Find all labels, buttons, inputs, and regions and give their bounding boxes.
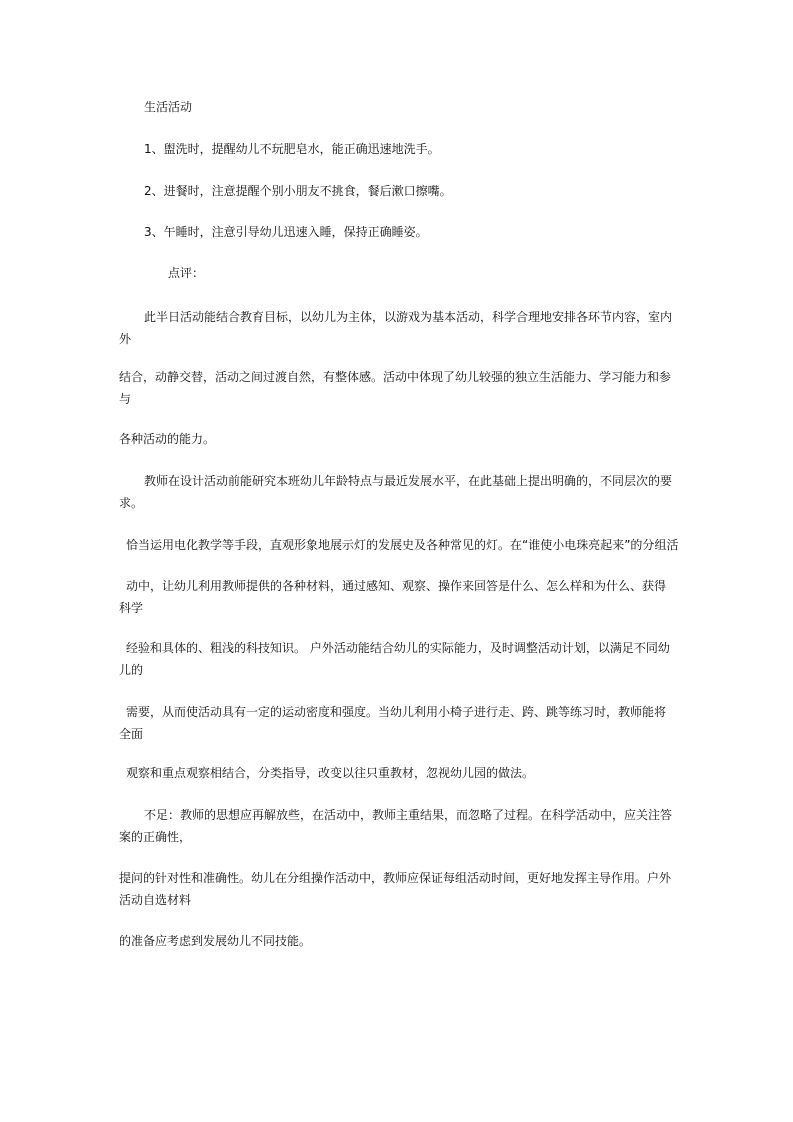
paragraph-line: 全面 <box>119 727 144 741</box>
paragraph-line: 与 <box>119 392 132 406</box>
paragraph-line: 恰当运用电化教学等手段，直观形象地展示灯的发展史及各种常见的灯。在“谁使小电珠亮起来”的分组活 <box>126 538 679 552</box>
life-activity-item-1: 1、盥洗时，提醒幼儿不玩肥皂水，能正确迅速地洗手。 <box>144 142 440 156</box>
paragraph-line: 科学 <box>119 601 144 615</box>
paragraph-line: 需要，从而使活动具有一定的运动密度和强度。当幼儿利用小椅子进行走、跨、跳等练习时，教师能将 <box>126 705 667 719</box>
paragraph-line: 提问的针对性和准确性。幼儿在分组操作活动中，教师应保证每组活动时间，更好地发挥主导作用。户外 <box>119 871 672 885</box>
paragraph-line: 结合，动静交替，活动之间过渡自然，有整体感。活动中体现了幼儿较强的独立生活能力、学习能力和参 <box>119 370 672 384</box>
paragraph-line: 的准备应考虑到发展幼儿不同技能。 <box>119 934 312 948</box>
paragraph-line: 儿的 <box>119 663 144 677</box>
paragraph-line: 求。 <box>119 496 144 510</box>
paragraph-line: 不足：教师的思想应再解放些，在活动中，教师主重结果，而忽略了过程。在科学活动中，应关注答 <box>144 808 673 822</box>
paragraph-line: 案的正确性， <box>119 830 192 844</box>
paragraph-line: 教师在设计活动前能研究本班幼儿年龄特点与最近发展水平，在此基础上提出明确的，不同层次的要 <box>144 474 673 488</box>
paragraph-line: 观察和重点观察相结合，分类指导，改变以往只重教材，忽视幼儿园的做法。 <box>126 766 535 780</box>
section-heading-comment: 点评： <box>168 266 205 280</box>
paragraph-line: 活动自选材料 <box>119 893 192 907</box>
paragraph-line: 外 <box>119 332 132 346</box>
paragraph-line: 此半日活动能结合教育目标，以幼儿为主体，以游戏为基本活动，科学合理地安排各环节内容，室内 <box>144 310 673 324</box>
life-activity-item-3: 3、午睡时，注意引导幼儿迅速入睡，保持正确睡姿。 <box>144 225 428 239</box>
life-activity-item-2: 2、进餐时，注意提醒个别小朋友不挑食，餐后漱口擦嘴。 <box>144 184 452 198</box>
paragraph-line: 经验和具体的、粗浅的科技知识。 户外活动能结合幼儿的实际能力，及时调整活动计划，以满足不同幼 <box>126 641 670 655</box>
paragraph-line: 动中，让幼儿利用教师提供的各种材料，通过感知、观察、操作来回答是什么、怎么样和为什么、获得 <box>126 579 667 593</box>
section-heading-life-activity: 生活活动 <box>144 100 193 114</box>
paragraph-line: 各种活动的能力。 <box>119 432 216 446</box>
